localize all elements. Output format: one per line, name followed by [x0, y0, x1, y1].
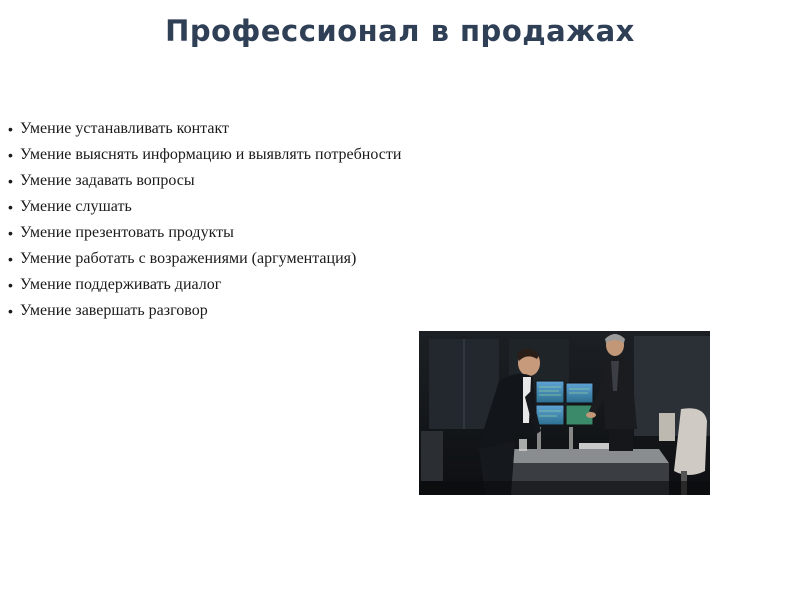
bullet-text: Умение слушать — [20, 198, 132, 215]
bullet-text: Умение устанавливать контакт — [20, 120, 230, 137]
bullet-text: Умение завершать разговор — [20, 302, 208, 319]
bullet-icon: • — [8, 121, 13, 137]
bullet-item — [8, 222, 413, 244]
bullet-icon: • — [8, 303, 13, 319]
bullet-text: Умение поддерживать диалог — [20, 276, 222, 293]
bullet-icon: • — [8, 225, 13, 241]
office-meeting-photo — [419, 331, 710, 495]
bullet-icon: • — [8, 173, 13, 189]
bullet-icon: • — [8, 251, 13, 267]
bullet-item — [8, 170, 413, 192]
bullet-text: Умение задавать вопросы — [20, 172, 195, 189]
bullet-text: Умение выяснять информацию и выявлять потребности — [20, 146, 402, 163]
bullet-text: Умение работать с возражениями (аргументация) — [20, 250, 357, 267]
bullet-item — [8, 196, 413, 218]
bullet-item — [8, 248, 413, 270]
bullet-item — [8, 118, 413, 140]
bullet-icon: • — [8, 277, 13, 293]
slide-title: Профессионал в продажах — [165, 14, 635, 48]
bullet-item — [8, 144, 413, 166]
bullet-item — [8, 300, 413, 322]
bullet-text: Умение презентовать продукты — [20, 224, 234, 241]
bullet-icon: • — [8, 147, 13, 163]
bullet-list — [8, 118, 413, 326]
bullet-item — [8, 274, 413, 296]
bullet-icon: • — [8, 199, 13, 215]
